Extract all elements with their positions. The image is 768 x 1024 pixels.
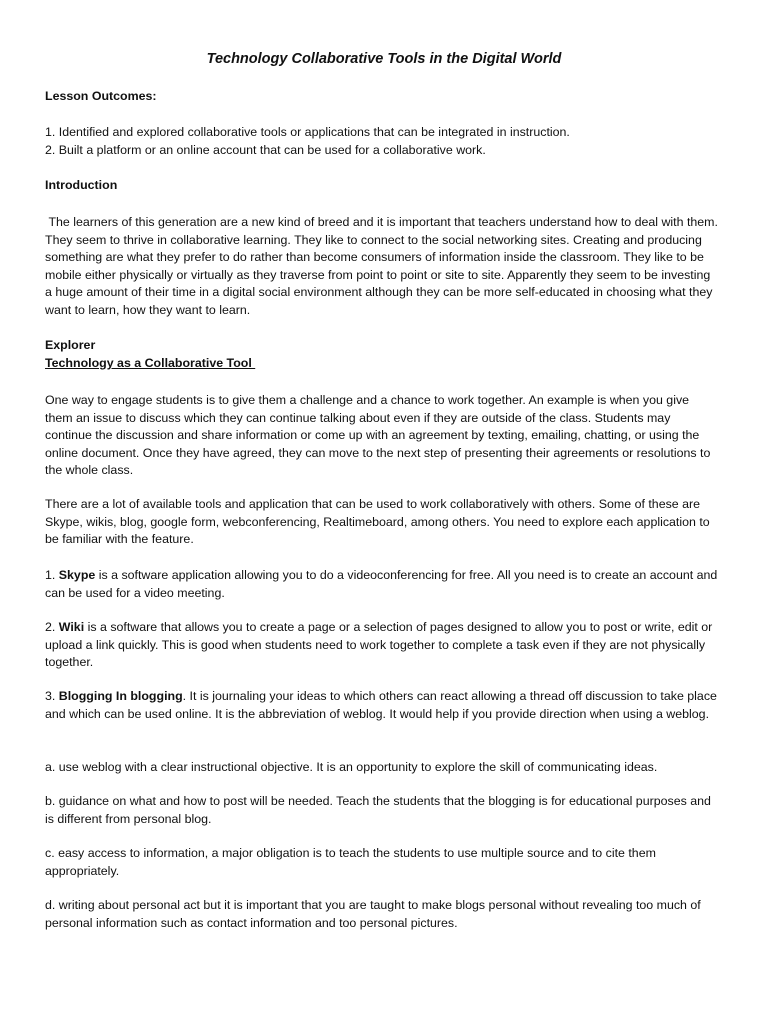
lesson-outcome-item: 1. Identified and explored collaborative tools or applications that can be integrated in instruction. — [45, 125, 570, 139]
lesson-outcome-item: 2. Built a platform or an online account that can be used for a collaborative work. — [45, 143, 486, 157]
tool-name: Wiki — [58, 620, 85, 634]
tool-name: Skype — [58, 568, 96, 582]
tool-number: 1. — [45, 568, 59, 582]
guideline-item: a. use weblog with a clear instructional objective. It is an opportunity to explore the skill of communicating ideas. — [45, 760, 658, 774]
tool-item-wiki — [45, 619, 720, 672]
introduction-heading: Introduction — [45, 178, 118, 192]
tool-name: Blogging In blogging — [58, 689, 183, 703]
explorer-subheading — [45, 355, 720, 373]
explorer-paragraph-1: One way to engage students is to give them a challenge and a chance to work together. An example is when you give them an issue to discuss which they can continue talking about even if they are outside of the class. Students may continue the discussion and share information or come up with an agreement by texting, emailing, chatting, or using the online document. Once they have agreed, they can move to the next step of presenting their agreements or resolutions to the whole class. — [45, 393, 711, 477]
tool-item-skype — [45, 567, 720, 602]
guideline-item: b. guidance on what and how to post will be needed. Teach the students that the blogging is for educational purposes and is different from personal blog. — [45, 794, 711, 826]
explorer-heading: Explorer — [45, 338, 96, 352]
lesson-outcomes-heading: Lesson Outcomes: — [45, 89, 157, 103]
introduction-paragraph: The learners of this generation are a new kind of breed and it is important that teachers understand how to deal with them. They seem to thrive in collaborative learning. They like to connect to the social networking sites. Creating and producing something are what they prefer to do rather than become consumers of information inside the classroom. They like to be mobile either physically or virtually as they traverse from point to point or site to site. Apparently they seem to be investing a huge amount of their time in a digital social environment although they can be more self-educated in choosing what they want to learn, how they want to learn. — [45, 215, 722, 317]
explorer-paragraph-2: There are a lot of available tools and application that can be used to work collaboratively with others. Some of these are Skype, wikis, blog, google form, webconferencing, Realtimeboard, among others. You need to explore each application to be familiar with the feature. — [45, 497, 710, 546]
document-title: Technology Collaborative Tools in the Digital World — [206, 51, 562, 67]
tool-number: 3. — [45, 689, 59, 703]
tool-description: is a software that allows you to create a page or a selection of pages designed to allow you to post or write, edit or upload a link quickly. This is good when students need to work together to complete a task even if they are not physically together. — [45, 620, 713, 669]
guideline-item: d. writing about personal act but it is important that you are taught to make blogs personal without revealing too much of personal information such as contact information and too personal pictures. — [45, 898, 701, 930]
explorer-subheading-text: Technology as a Collaborative Tool — [45, 356, 256, 370]
tool-description: . It is journaling your ideas to which others can react allowing a thread off discussion to take place and which can be used online. It is the abbreviation of weblog. It would help if you provide direction when using a weblog. — [45, 689, 717, 721]
tool-item-blogging — [45, 688, 720, 723]
tool-description: is a software application allowing you to do a videoconferencing for free. All you need is to create an account and can be used for a video meeting. — [45, 568, 718, 600]
tool-number: 2. — [45, 620, 59, 634]
guideline-item: c. easy access to information, a major obligation is to teach the students to use multiple source and to cite them appropriately. — [45, 846, 656, 878]
